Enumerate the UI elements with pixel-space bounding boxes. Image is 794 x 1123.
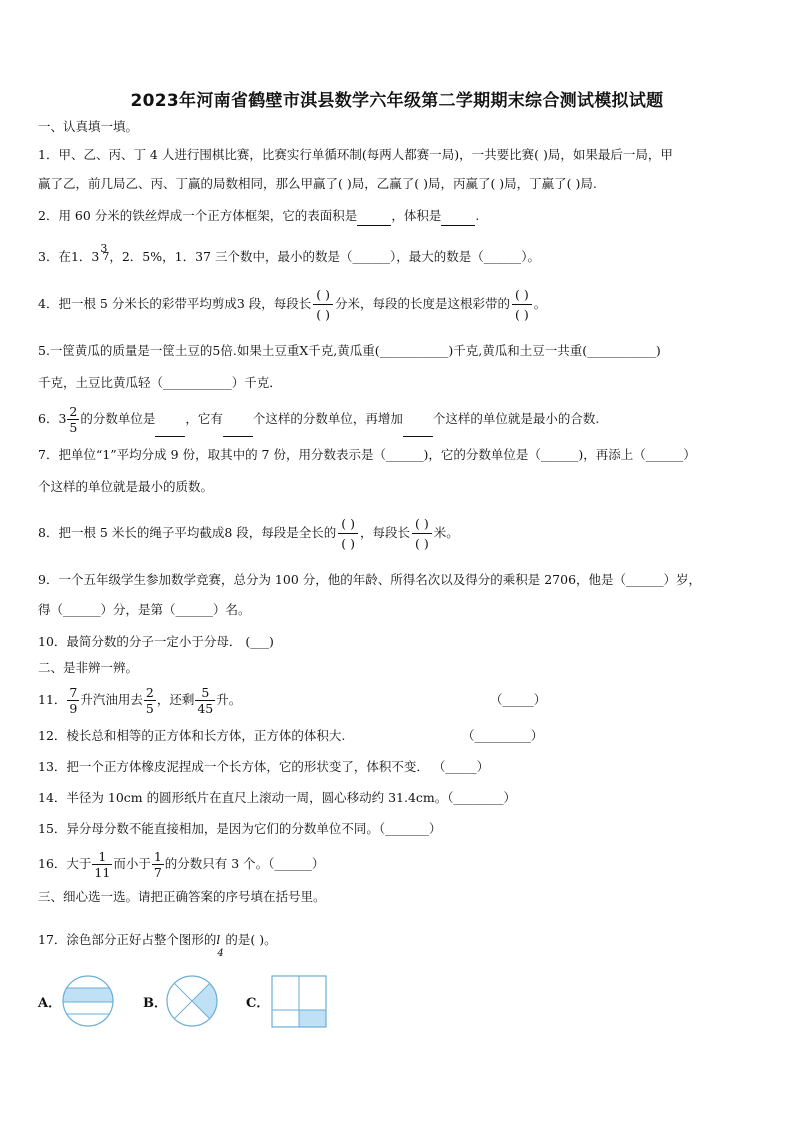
question-7-line-2: 个这样的单位就是最小的质数。 bbox=[38, 479, 214, 494]
question-8 bbox=[38, 511, 459, 555]
question-11-text-b: 升汽油用去 bbox=[80, 692, 143, 707]
question-11-answer[interactable]: （_____） bbox=[490, 692, 547, 707]
fraction-subscript: 7 bbox=[102, 250, 110, 263]
question-9-line-2: 得（______）分，是第（______）名。 bbox=[38, 602, 251, 617]
paren-denominator: ( ) bbox=[341, 536, 356, 551]
question-3 bbox=[38, 243, 540, 266]
section-2-heading: 二、是非辨一辨。 bbox=[38, 660, 139, 675]
fraction bbox=[195, 685, 215, 716]
shaded-band bbox=[60, 988, 116, 1002]
question-16 bbox=[38, 846, 324, 882]
shaded-rect bbox=[299, 1010, 326, 1027]
answer-blank[interactable] bbox=[357, 207, 391, 226]
question-3-text-b: ，2．5%，1．37 三个数中，最小的数是（______），最大的数是（______）。 bbox=[109, 249, 540, 264]
question-8-text-c: 米。 bbox=[433, 525, 459, 540]
paren-numerator: ( ) bbox=[338, 514, 358, 534]
fraction-numerator: l bbox=[216, 932, 221, 947]
paren-numerator: ( ) bbox=[313, 285, 333, 305]
question-1-line-2: 赢了乙，前几局乙、丙、丁赢的局数相同，那么甲赢了( )局，乙赢了( )局，丙赢了( )局，丁赢了( )局. bbox=[38, 176, 597, 191]
fraction-denominator: 4 bbox=[217, 947, 224, 959]
fraction-denominator: 45 bbox=[197, 701, 214, 716]
question-2-text-b: ，体积是 bbox=[391, 208, 442, 223]
question-1-line-1: 1．甲、乙、丙、丁 4 人进行围棋比赛，比赛实行单循环制(每两人都赛一局)，一共要比赛( )局，如果最后一局，甲 bbox=[38, 147, 673, 162]
question-14: 14．半径为 10cm 的圆形纸片在直尺上滚动一周，圆心移动约 31.4cm。（________） bbox=[38, 790, 517, 805]
fraction-denominator: 9 bbox=[69, 701, 78, 716]
mixed-fraction bbox=[99, 243, 109, 261]
question-6-text-d: 个这样的分数单位，再增加 bbox=[252, 411, 403, 426]
answer-blank[interactable] bbox=[441, 207, 475, 226]
fraction-denominator: 5 bbox=[69, 420, 78, 435]
question-17 bbox=[38, 918, 277, 962]
question-11-text-e: 升。 bbox=[216, 692, 242, 707]
question-2-text-a: 2．用 60 分米的铁丝焊成一个正方体框架，它的表面积是 bbox=[38, 208, 358, 223]
option-a-label[interactable]: A． bbox=[38, 996, 62, 1011]
paren-fraction[interactable] bbox=[338, 514, 358, 553]
question-3-text-a: 3．在1．3 bbox=[38, 249, 100, 264]
section-3-heading: 三、细心选一选。请把正确答案的序号填在括号里。 bbox=[38, 889, 326, 904]
question-6-text-a: 6．3 bbox=[38, 411, 67, 426]
question-6-text-b: 的分数单位是 bbox=[80, 411, 156, 426]
paren-fraction[interactable] bbox=[512, 285, 532, 324]
question-4-text-a: 4．把一根 5 分米长的彩带平均剪成3 段，每段长 bbox=[38, 296, 312, 311]
question-11-text-a: 11． bbox=[38, 692, 67, 707]
option-a-circle-figure[interactable] bbox=[60, 974, 116, 1028]
answer-blank[interactable] bbox=[223, 402, 253, 437]
paren-denominator: ( ) bbox=[515, 307, 529, 322]
fraction-numerator: 1 bbox=[153, 849, 162, 864]
fraction-denominator: 7 bbox=[153, 865, 162, 880]
question-17-text-a: 17．涂色部分正好占整个图形的 bbox=[38, 932, 217, 947]
paren-denominator: ( ) bbox=[316, 307, 331, 322]
fraction-superscript: 3 bbox=[100, 242, 108, 255]
question-2 bbox=[38, 207, 479, 226]
question-2-text-c: . bbox=[475, 208, 480, 223]
question-12: 12．棱长总和相等的正方体和长方体，正方体的体积大. bbox=[38, 728, 346, 743]
question-16-text-c: 的分数只有 3 个。（______） bbox=[164, 856, 325, 871]
answer-blank[interactable] bbox=[403, 402, 433, 437]
question-16-text-b: 而小于 bbox=[113, 856, 151, 871]
question-11 bbox=[38, 682, 241, 718]
fraction bbox=[144, 685, 156, 716]
question-6 bbox=[38, 402, 599, 437]
fraction-denominator: 11 bbox=[94, 865, 111, 880]
fraction-numerator: 7 bbox=[69, 685, 78, 700]
question-10: 10．最简分数的分子一定小于分母． (___) bbox=[38, 634, 274, 649]
fraction-numerator: 2 bbox=[69, 404, 78, 419]
fraction-numerator: 5 bbox=[195, 685, 215, 701]
paren-numerator: ( ) bbox=[512, 285, 532, 305]
question-15: 15．异分母分数不能直接相加，是因为它们的分数单位不同。（_______） bbox=[38, 821, 442, 836]
question-9-line-1: 9．一个五年级学生参加数学竞赛，总分为 100 分，他的年龄、所得名次以及得分的乘积是 2706，他是（______）岁， bbox=[38, 572, 702, 587]
question-6-text-e: 个这样的单位就是最小的合数. bbox=[432, 411, 600, 426]
paren-fraction[interactable] bbox=[412, 514, 432, 553]
fraction bbox=[67, 685, 79, 716]
question-8-text-b: ，每段长 bbox=[360, 525, 411, 540]
question-12-answer[interactable]: （_________） bbox=[462, 728, 544, 743]
question-8-text-a: 8．把一根 5 米长的绳子平均截成8 段，每段是全长的 bbox=[38, 525, 337, 540]
option-c-label[interactable]: C． bbox=[246, 996, 270, 1011]
paren-denominator: ( ) bbox=[415, 536, 429, 551]
paren-numerator: ( ) bbox=[412, 514, 432, 534]
skewed-fraction bbox=[216, 926, 225, 959]
question-6-text-c: ，它有 bbox=[185, 411, 223, 426]
question-5-line-1: 5.一筐黄瓜的质量是一筐土豆的5倍.如果土豆重X千克,黄瓜重(___________)千克,黄瓜和土豆一共重(___________) bbox=[38, 343, 661, 358]
question-17-text-b: 的是( )。 bbox=[225, 932, 277, 947]
question-13: 13．把一个正方体橡皮泥捏成一个长方体，它的形状变了，体积不变． （_____） bbox=[38, 759, 490, 774]
fraction-numerator: 2 bbox=[145, 685, 154, 700]
fraction bbox=[152, 849, 164, 880]
question-5-line-2: 千克，土豆比黄瓜轻（___________）千克． bbox=[38, 375, 282, 390]
fraction bbox=[67, 404, 79, 435]
question-4-text-c: 。 bbox=[533, 296, 547, 311]
section-1-heading: 一、认真填一填。 bbox=[38, 119, 139, 134]
fraction-denominator: 5 bbox=[145, 701, 154, 716]
option-b-label[interactable]: B． bbox=[143, 996, 167, 1011]
fraction-numerator: 1 bbox=[92, 849, 112, 865]
answer-blank[interactable] bbox=[155, 402, 185, 437]
fraction bbox=[92, 849, 112, 880]
question-4-text-b: 分米，每段的长度是这根彩带的 bbox=[335, 296, 511, 311]
option-c-square-figure[interactable] bbox=[270, 974, 328, 1030]
question-7-line-1: 7．把单位“1”平均分成 9 份，取其中的 7 份，用分数表示是（______)，它的分数单位是（______)，再添上（______） bbox=[38, 447, 696, 462]
page-title: 2023年河南省鹤壁市淇县数学六年级第二学期期末综合测试模拟试题 bbox=[130, 91, 664, 111]
question-11-text-c: ，还剩 bbox=[156, 692, 195, 707]
paren-fraction[interactable] bbox=[313, 285, 333, 324]
question-4 bbox=[38, 282, 546, 326]
question-16-text-a: 16．大于 bbox=[38, 856, 92, 871]
option-b-circle-figure[interactable] bbox=[164, 974, 220, 1028]
